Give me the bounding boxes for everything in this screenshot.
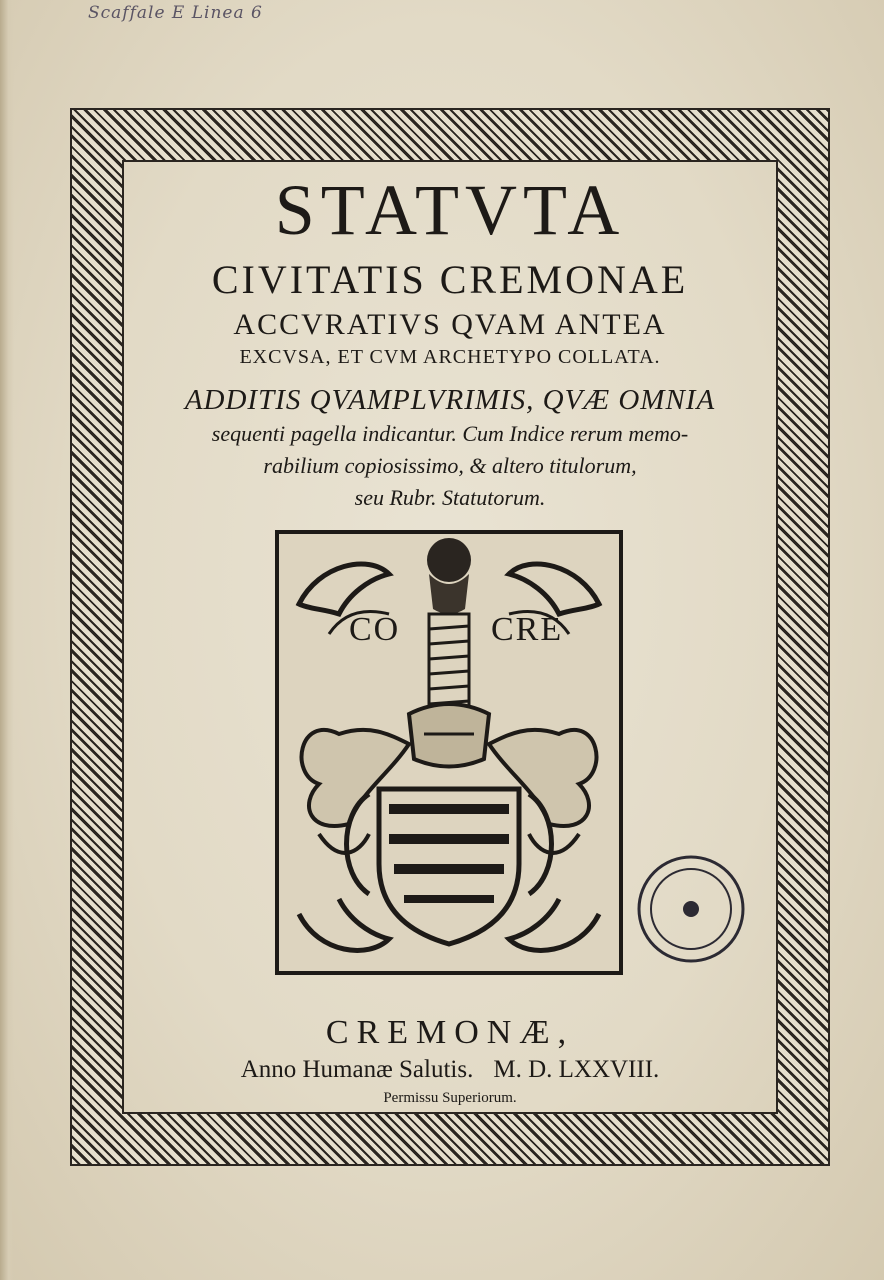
title-line-4: EXCVSA, ET CVM ARCHETYPO COLLATA. [239, 346, 661, 368]
subtitle-line-2: sequenti pagella indicantur. Cum Indice rerum memo- [211, 421, 689, 446]
subtitle-line-3: rabilium copiosissimo, & altero titulorum, [263, 453, 637, 478]
title-line-2: CIVITATIS CREMONAE [211, 257, 689, 302]
woodcut-motto-right: CRE [491, 611, 564, 648]
imprint-year: M. D. LXXVIII. [493, 1056, 660, 1083]
subtitle-line-4: seu Rubr. Statutorum. [354, 485, 546, 510]
handwritten-shelf-mark: Scaffale E Linea 6 [88, 3, 263, 23]
subtitle-line-1: ADDITIS QVAMPLVRIMIS, QVÆ OMNIA [184, 384, 716, 416]
title-line-3: ACCVRATIVS QVAM ANTEA [233, 308, 667, 341]
imprint-year-line [122, 1052, 778, 1088]
woodcut-motto-left: CO [349, 611, 401, 648]
title-line-1: STATVTA [274, 170, 626, 250]
library-stamp [634, 852, 748, 966]
page-edge [0, 0, 14, 1280]
imprint-city: CREMONÆ, [325, 1014, 575, 1051]
coat-of-arms-woodcut [275, 530, 623, 975]
coat-of-arms-illustration [279, 534, 619, 971]
imprint-permission: Permissu Superiorum. [383, 1090, 517, 1106]
imprint-year-label: Anno Humanæ Salutis. [240, 1056, 474, 1083]
